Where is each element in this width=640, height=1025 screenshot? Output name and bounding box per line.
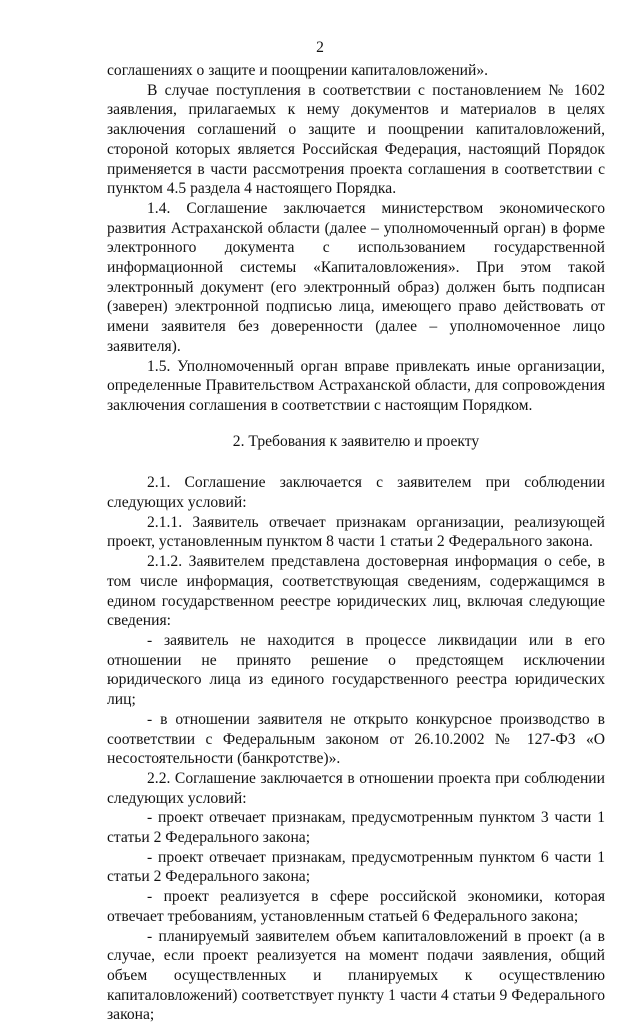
paragraph-1-4: 1.4. Соглашение заключается министерством экономического развития Астраханской области (далее – уполномоченный орган) в форме электронного документа с использованием государственной информационной системы «Капиталовложения». При этом такой электронный документ (его электронный образ) должен быть подписан (заверен) электронной подписью лица, имеющего право действовать от имени заявителя без доверенности (далее – уполномоченное лицо заявителя). xyxy=(107,199,605,355)
paragraph-2-1-2: 2.1.2. Заявителем представлена достоверная информация о себе, в том числе информация, соответствующая сведениям, содержащимся в едином государственном реестре юридических лиц, включая следующие сведения: xyxy=(107,553,605,630)
paragraph-2-2: 2.2. Соглашение заключается в отношении проекта при соблюдении следующих условий: xyxy=(107,769,605,807)
paragraph-2-1: 2.1. Соглашение заключается с заявителем при соблюдении следующих условий: xyxy=(107,474,605,512)
document-body xyxy=(107,61,605,1025)
paragraph-1-5: 1.5. Уполномоченный орган вправе привлекать иные организации, определенные Правительством Астраханской области, для сопровождения заключения соглашения в соответствии с настоящим Порядком. xyxy=(107,357,605,414)
list-item-point-6: - проект отвечает признакам, предусмотренным пунктом 6 части 1 статьи 2 Федерального закона; xyxy=(107,848,605,886)
list-item-investment-volume: - планируемый заявителем объем капиталовложений в проект (а в случае, если проект реализуется на момент подачи заявления, общий объем осуществленных и планируемых к осуществлению капиталовложений) соответствует пункту 1 части 4 статьи 9 Федерального закона; xyxy=(107,927,605,1024)
list-item-bankruptcy: - в отношении заявителя не открыто конкурсное производство в соответствии с Федеральным законом от 26.10.2002 № 127-ФЗ «О несостоятельности (банкротстве)». xyxy=(107,710,605,768)
list-item-economy-sphere: - проект реализуется в сфере российской экономики, которая отвечает требованиям, установленным статьей 6 Федерального закона; xyxy=(107,888,605,925)
page-number: 2 xyxy=(316,39,324,56)
paragraph-2-1-1: 2.1.1. Заявитель отвечает признакам организации, реализующей проект, установленным пунктом 8 части 1 статьи 2 Федерального закона. xyxy=(107,513,605,551)
paragraph-1602: В случае поступления в соответствии с постановлением № 1602 заявления, прилагаемых к нему документов и материалов в целях заключения соглашений о защите и поощрении капиталовложений, стороной которых является Российская Федерация, настоящий Порядок применяется в части рассмотрения проекта соглашения в соответствии с пунктом 4.5 раздела 4 настоящего Порядка. xyxy=(107,81,605,198)
section-heading: 2. Требования к заявителю и проекту xyxy=(232,432,480,450)
list-item-point-3: - проект отвечает признакам, предусмотренным пунктом 3 части 1 статьи 2 Федерального закона; xyxy=(107,809,605,847)
paragraph-continuation: соглашениях о защите и поощрении капиталовложений». xyxy=(107,62,489,79)
list-item-liquidation: - заявитель не находится в процессе ликвидации или в его отношении не принято решение о предстоящем исключении юридического лица из единого государственного реестра юридических лиц; xyxy=(107,631,605,709)
